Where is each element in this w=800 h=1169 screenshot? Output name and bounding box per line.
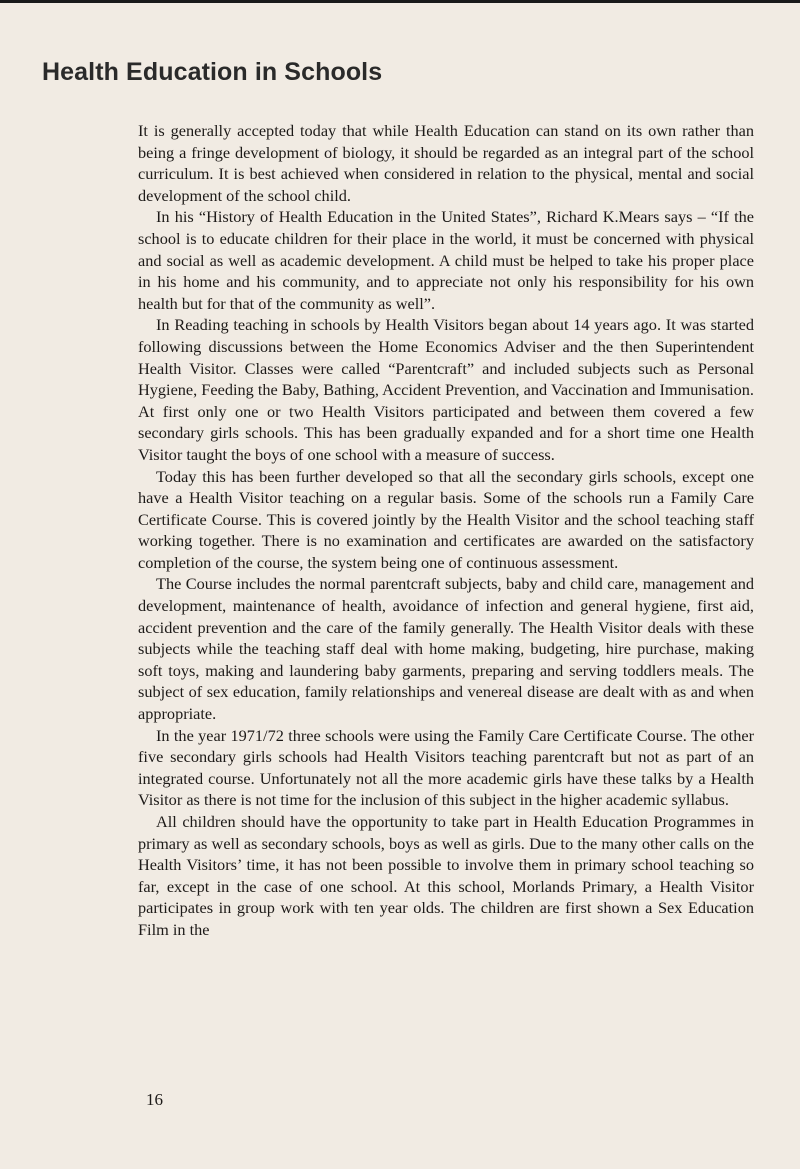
article-body bbox=[138, 120, 754, 941]
top-rule bbox=[0, 0, 800, 3]
page-number: 16 bbox=[146, 1090, 163, 1109]
paragraph-primary-schools: All children should have the opportunity to take part in Health Education Programmes in primary as well as secondary schools, boys as well as girls. Due to the many other calls on the Health Visitors’ time, it has not been possible to involve them in primary school teaching so far, except in the case of one school. At this school, Morlands Primary, a Health Visitor participates in group work with ten year olds. The children are first shown a Sex Education Film in the bbox=[138, 812, 754, 939]
paragraph-intro: It is generally accepted today that while Health Education can stand on its own rather than being a fringe development of biology, it should be regarded as an integral part of the school curriculum. It is best achieved when considered in relation to the physical, mental and social development of the school child. bbox=[138, 121, 754, 205]
paragraph-family-care-course: Today this has been further developed so that all the secondary girls schools, except one have a Health Visitor teaching on a regular basis. Some of the schools run a Family Care Certificate Course. This is covered jointly by the Health Visitor and the school teaching staff working together. There is no examination and certificates are awarded on the satisfactory completion of the course, the system being one of continuous assessment. bbox=[138, 466, 754, 572]
paragraph-mears-quote: In his “History of Health Education in the United States”, Richard K.Mears says – “If the school is to educate children for their place in the world, it must be concerned with physical and social as well as academic development. A child must be helped to take his proper place in his home and his community, and to appreciate not only his responsibility for his own health but for that of the community as well”. bbox=[138, 207, 754, 313]
paragraph-reading-history: In Reading teaching in schools by Health Visitors began about 14 years ago. It was started following discussions between the Home Economics Adviser and the then Superintendent Health Visitor. Classes were called “Parentcraft” and included subjects such as Personal Hygiene, Feeding the Baby, Bathing, Accident Prevention, and Vaccination and Immunisation. At first only one or two Health Visitors participated and between them covered a few secondary girls schools. This has been gradually expanded and for a short time one Health Visitor taught the boys of one school with a measure of success. bbox=[138, 315, 754, 464]
page-title: Health Education in Schools bbox=[42, 58, 383, 86]
paragraph-1971-72: In the year 1971/72 three schools were using the Family Care Certificate Course. The other five secondary girls schools had Health Visitors teaching parentcraft but not as part of an integrated course. Unfortunately not all the more academic girls have these talks by a Health Visitor as there is not time for the inclusion of this subject in the higher academic syllabus. bbox=[138, 725, 754, 810]
paragraph-course-content: The Course includes the normal parentcraft subjects, baby and child care, management and development, maintenance of health, avoidance of infection and general hygiene, first aid, accident prevention and the care of the family generally. The Health Visitor deals with these subjects while the teaching staff deal with home making, budgeting, hire purchase, making soft toys, making and laundering baby garments, preparing and serving toddlers meals. The subject of sex education, family relationships and venereal disease are dealt with as and when appropriate. bbox=[138, 574, 754, 724]
